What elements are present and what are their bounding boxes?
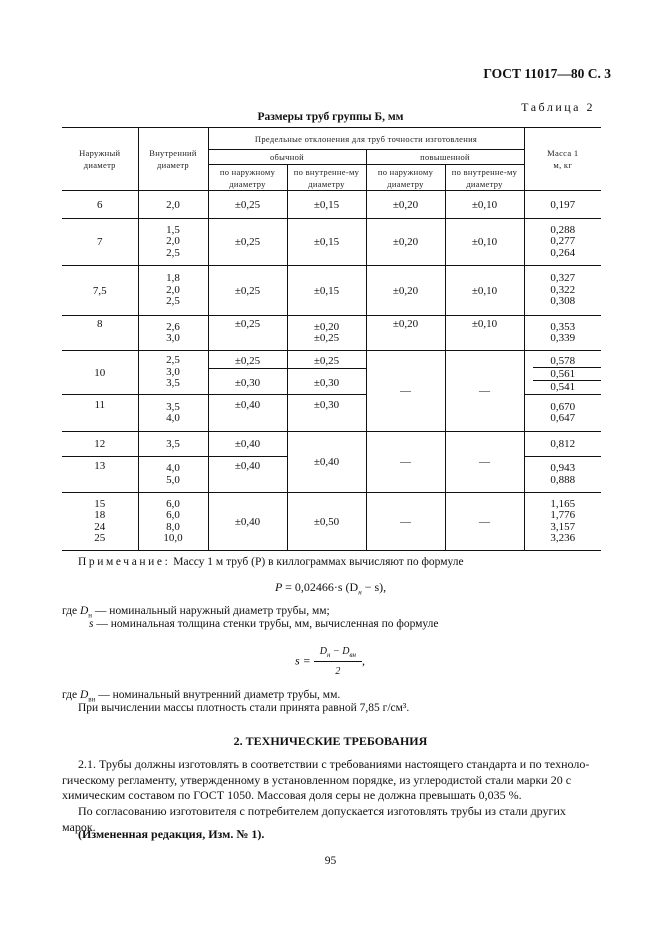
value: 0,308 bbox=[550, 295, 576, 308]
s-text: — номинальная толщина стенки трубы, мм, вычисленная по формуле bbox=[96, 618, 439, 630]
cell-mass bbox=[524, 351, 601, 395]
value: 0,288 bbox=[550, 223, 576, 236]
cell-increased-inner: — bbox=[445, 432, 524, 493]
value: 0,264 bbox=[550, 246, 576, 259]
value: 2,5 bbox=[166, 246, 180, 259]
note-label: Примечание: bbox=[78, 556, 171, 568]
table-row bbox=[62, 266, 601, 316]
value: 6,0 bbox=[166, 509, 180, 521]
cell-inner bbox=[138, 457, 208, 493]
header-normal-by-outer: по наружному диаметру bbox=[208, 165, 287, 191]
cell-normal-inner bbox=[287, 316, 366, 351]
value: ±0,30 bbox=[234, 377, 261, 389]
cell-increased-outer: — bbox=[366, 351, 445, 432]
value: 2,6 bbox=[166, 320, 180, 333]
cell-outer: 8 bbox=[62, 316, 138, 351]
cell-mass: 0,812 bbox=[524, 432, 601, 457]
cell-increased-inner: ±0,10 bbox=[445, 219, 524, 266]
table-row bbox=[62, 493, 601, 551]
formula-sub: н bbox=[358, 588, 362, 597]
cell-normal-outer: ±0,25 bbox=[208, 219, 287, 266]
cell-inner bbox=[138, 316, 208, 351]
value: 2,5 bbox=[166, 354, 180, 367]
table-number: Таблица 2 bbox=[521, 100, 595, 114]
value: 4,0 bbox=[166, 412, 180, 424]
value: 0,327 bbox=[550, 272, 576, 285]
document-header: ГОСТ 11017—80 С. 3 bbox=[483, 66, 611, 81]
cell-mass bbox=[524, 395, 601, 432]
edit-note: (Измененная редакция, Изм. № 1). bbox=[78, 827, 265, 841]
dvn-symbol: D bbox=[79, 689, 89, 701]
cell-mass: 0,197 bbox=[524, 191, 601, 219]
cell-increased-outer: ±0,20 bbox=[366, 316, 445, 351]
cell-normal-outer: ±0,25 bbox=[208, 191, 287, 219]
dvn-sub: вн bbox=[88, 695, 96, 704]
value: 1,776 bbox=[550, 509, 576, 521]
formula2-lhs: s = bbox=[295, 653, 311, 668]
cell-mass bbox=[524, 457, 601, 493]
header-mass: Масса 1 м, кг bbox=[524, 128, 601, 191]
formula-rhs: = 0,02466·s (D bbox=[285, 580, 359, 594]
value: 3,236 bbox=[550, 532, 576, 544]
cell-outer bbox=[62, 493, 138, 551]
cell-increased-outer: — bbox=[366, 493, 445, 551]
cell-increased-inner: ±0,10 bbox=[445, 266, 524, 316]
text-line: 2.1. Трубы должны изготовлять в соответствии с требованиями настоящего стандарта и по техноло- bbox=[78, 757, 590, 771]
pipe-dimensions-table bbox=[62, 127, 601, 551]
formula2-denominator: 2 bbox=[335, 666, 341, 677]
text-line: химическим составом по ГОСТ 1050. Массовая доля серы не должна превышать 0,035 %. bbox=[62, 788, 522, 802]
value: 0,943 bbox=[550, 462, 576, 474]
cell-inner bbox=[138, 493, 208, 551]
cell-increased-outer: ±0,20 bbox=[366, 191, 445, 219]
value: 18 bbox=[94, 509, 106, 521]
cell-outer: 7,5 bbox=[62, 266, 138, 316]
cell-inner: 3,5 bbox=[138, 432, 208, 457]
cell-increased-inner: — bbox=[445, 351, 524, 432]
header-tolerances: Предельные отклонения для труб точности изготовления bbox=[208, 128, 524, 150]
value: 0,277 bbox=[550, 235, 576, 248]
density-line: При вычислении массы плотность стали принята равной 7,85 г/см³. bbox=[78, 702, 410, 714]
value: 2,0 bbox=[166, 283, 180, 296]
table-row bbox=[62, 351, 601, 395]
value: 0,353 bbox=[550, 320, 576, 333]
cell-increased-inner: ±0,10 bbox=[445, 316, 524, 351]
dvn-text: — номинальный внутренний диаметр трубы, мм. bbox=[98, 689, 341, 701]
cell-normal-outer bbox=[208, 351, 287, 395]
cell-increased-outer: — bbox=[366, 432, 445, 493]
value: 3,0 bbox=[166, 332, 180, 344]
header-inner-diameter: Внутренний диаметр bbox=[138, 128, 208, 191]
value: 3,0 bbox=[166, 365, 180, 378]
table-caption: Размеры труб группы Б, мм bbox=[257, 111, 404, 123]
cell-outer: 11 bbox=[62, 395, 138, 432]
header-normal: обычной bbox=[208, 150, 366, 165]
table-row bbox=[62, 219, 601, 266]
formula2-fraction bbox=[314, 646, 362, 677]
value: 3,5 bbox=[166, 377, 180, 390]
cell-normal-inner bbox=[287, 351, 366, 395]
cell-inner bbox=[138, 266, 208, 316]
value: 24 bbox=[94, 520, 106, 533]
value: 1,8 bbox=[166, 272, 180, 285]
header-normal-by-inner: по внутренне-му диаметру bbox=[287, 165, 366, 191]
where-s-line bbox=[89, 618, 439, 630]
value: 25 bbox=[94, 532, 106, 544]
formula2-numerator: $D_н - D_{вн}$ bbox=[314, 646, 362, 662]
cell-mass bbox=[524, 219, 601, 266]
value: 2,0 bbox=[166, 235, 180, 248]
dn-sub: н bbox=[88, 611, 93, 620]
value: 0,888 bbox=[550, 473, 576, 486]
cell-normal-inner: ±0,50 bbox=[287, 493, 366, 551]
header-outer-diameter: Наружный диаметр bbox=[62, 128, 138, 191]
value: ±0,30 bbox=[313, 377, 340, 389]
formula-tail: − s), bbox=[364, 580, 387, 594]
value: 0,541 bbox=[550, 381, 576, 393]
cell-inner bbox=[138, 351, 208, 395]
s-symbol: s bbox=[89, 618, 94, 630]
header-increased-by-inner: по внутренне-му диаметру bbox=[445, 165, 524, 191]
paragraph-2-1 bbox=[62, 757, 602, 804]
value: 8,0 bbox=[166, 520, 180, 533]
value: 0,322 bbox=[550, 283, 576, 296]
value: 1,5 bbox=[166, 223, 180, 236]
value: 0,647 bbox=[550, 412, 576, 424]
cell-inner bbox=[138, 219, 208, 266]
header-increased-by-outer: по наружному диаметру bbox=[366, 165, 445, 191]
where-label: где bbox=[62, 689, 78, 701]
value: 3,157 bbox=[550, 520, 576, 533]
cell-mass bbox=[524, 493, 601, 551]
value: 4,0 bbox=[166, 462, 180, 474]
cell-mass bbox=[524, 316, 601, 351]
page-number: 95 bbox=[324, 855, 337, 867]
dn-text: — номинальный наружный диаметр трубы, мм; bbox=[94, 605, 330, 617]
cell-normal-inner: ±0,15 bbox=[287, 219, 366, 266]
cell-inner: 2,0 bbox=[138, 191, 208, 219]
value: 3,5 bbox=[166, 400, 180, 413]
cell-mass bbox=[524, 266, 601, 316]
value: 5,0 bbox=[166, 473, 180, 486]
cell-normal-inner: ±0,15 bbox=[287, 191, 366, 219]
value: ±0,20 bbox=[313, 320, 340, 333]
cell-normal-outer: ±0,25 bbox=[208, 316, 287, 351]
header-increased: повышенной bbox=[366, 150, 524, 165]
cell-normal-outer: ±0,40 bbox=[208, 395, 287, 432]
text-line: По согласованию изготовителя с потребителем допускается изготовлять трубы из стали других bbox=[78, 804, 566, 818]
cell-normal-inner: ±0,15 bbox=[287, 266, 366, 316]
cell-outer: 13 bbox=[62, 457, 138, 493]
mass-formula bbox=[275, 580, 386, 596]
cell-outer: 6 bbox=[62, 191, 138, 219]
table-row bbox=[62, 191, 601, 219]
text-line: марок. bbox=[62, 819, 96, 834]
cell-normal-outer: ±0,40 bbox=[208, 457, 287, 493]
cell-normal-inner: ±0,30 bbox=[287, 395, 366, 432]
table-row bbox=[62, 316, 601, 351]
formula-lhs: P bbox=[275, 580, 283, 594]
value: 10,0 bbox=[163, 532, 183, 544]
value: 15 bbox=[94, 497, 106, 510]
value: 6,0 bbox=[166, 497, 180, 510]
text-line: гическому регламенту, утвержденному в установленном порядке, из углеродистой стали марки 20 с bbox=[62, 772, 572, 787]
cell-increased-outer: ±0,20 bbox=[366, 266, 445, 316]
cell-normal-inner: ±0,40 bbox=[287, 432, 366, 493]
value: 1,165 bbox=[550, 497, 576, 510]
value: 0,670 bbox=[550, 400, 576, 413]
cell-inner bbox=[138, 395, 208, 432]
formula2-tail: , bbox=[362, 653, 365, 668]
cell-increased-inner: — bbox=[445, 493, 524, 551]
value: 0,561 bbox=[550, 368, 576, 380]
table-row bbox=[62, 432, 601, 457]
cell-increased-outer: ±0,20 bbox=[366, 219, 445, 266]
note-line bbox=[78, 556, 464, 568]
thickness-formula bbox=[295, 646, 365, 677]
value: 2,5 bbox=[166, 295, 180, 308]
cell-normal-outer: ±0,40 bbox=[208, 432, 287, 457]
value: ±0,25 bbox=[234, 355, 261, 367]
value: ±0,25 bbox=[313, 355, 340, 367]
cell-normal-outer: ±0,40 bbox=[208, 493, 287, 551]
cell-increased-inner: ±0,10 bbox=[445, 191, 524, 219]
cell-normal-outer: ±0,25 bbox=[208, 266, 287, 316]
where-label: где bbox=[62, 605, 78, 617]
section-title: 2. ТЕХНИЧЕСКИЕ ТРЕБОВАНИЯ bbox=[233, 734, 428, 748]
dn-symbol: D bbox=[79, 605, 89, 617]
value: ±0,25 bbox=[313, 332, 340, 344]
cell-outer: 7 bbox=[62, 219, 138, 266]
note-text: Массу 1 м труб (P) в киллограммах вычисляют по формуле bbox=[173, 556, 464, 568]
cell-outer: 10 bbox=[62, 351, 138, 395]
value: 0,578 bbox=[550, 355, 576, 367]
value: 0,339 bbox=[550, 332, 576, 344]
cell-outer: 12 bbox=[62, 432, 138, 457]
